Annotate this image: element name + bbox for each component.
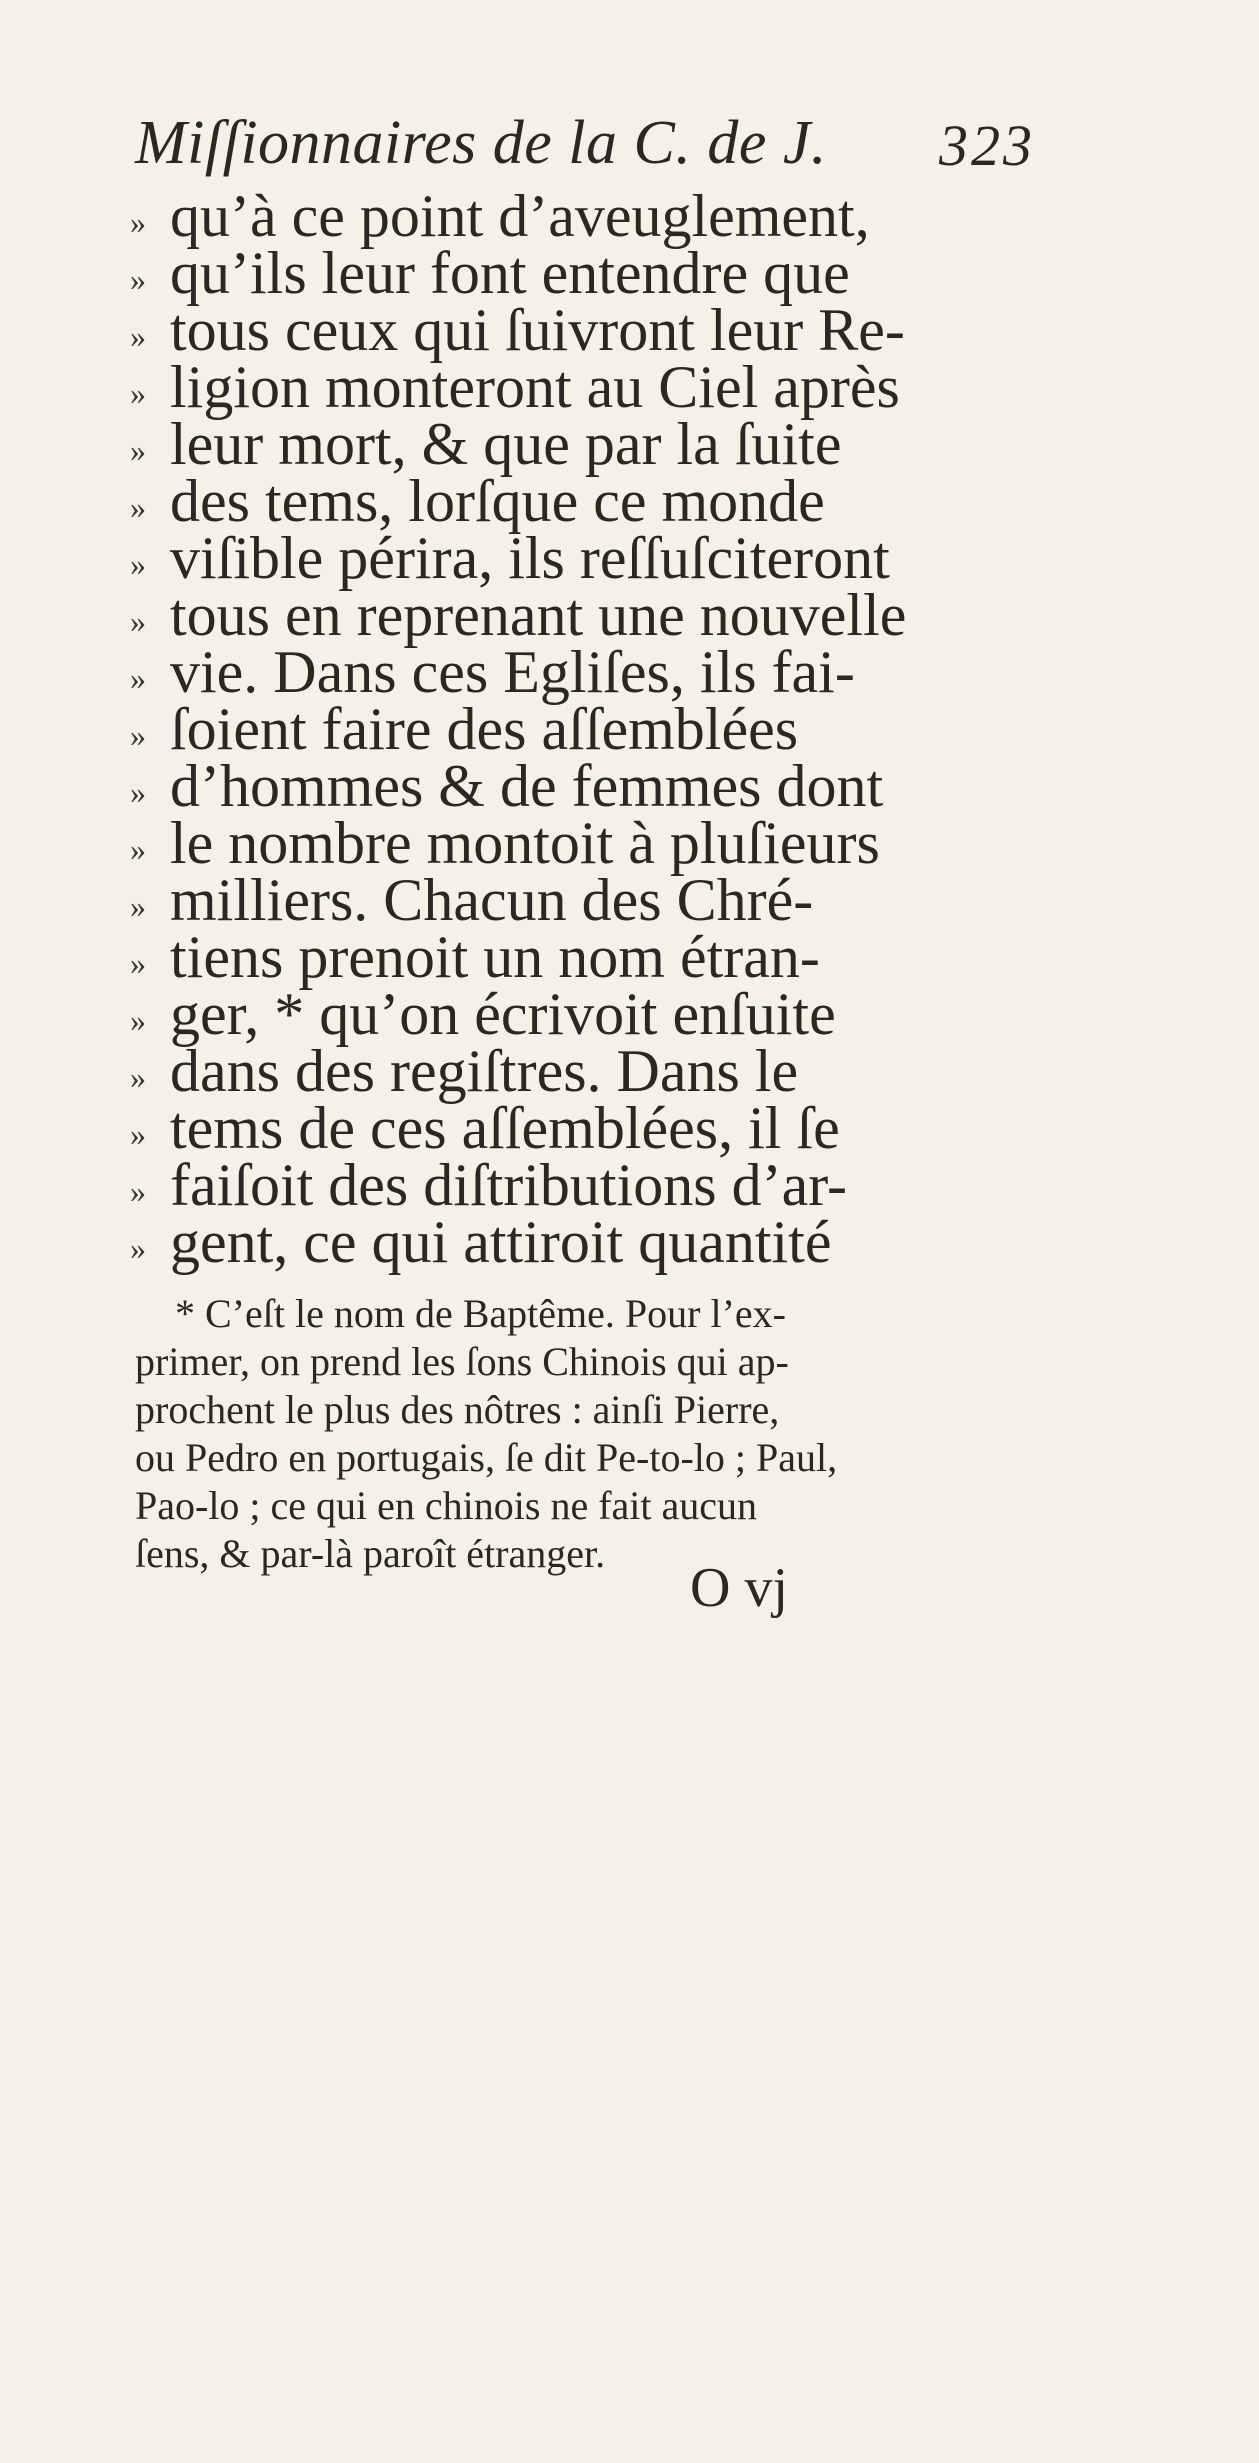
text-line <box>130 1204 831 1280</box>
line-text: tiens prenoit un nom étran- <box>170 924 820 990</box>
quote-mark: » <box>130 831 146 868</box>
line-text: des tems, lorſque ce monde <box>170 468 825 534</box>
line-text: leur mort, & que par la ſuite <box>170 411 842 477</box>
footnote-line: Pao-lo ; ce qui en chinois ne fait aucun <box>135 1483 758 1528</box>
quote-mark: » <box>130 603 146 640</box>
line-text: dans des regiſtres. Dans le <box>170 1038 799 1104</box>
quote-mark: » <box>130 489 146 526</box>
line-text: qu’à ce point d’aveuglement, <box>170 183 870 249</box>
quote-mark: » <box>130 660 146 697</box>
footnote-line: primer, on prend les ſons Chinois qui ap- <box>135 1339 789 1384</box>
line-text: tous ceux qui ſuivront leur Re- <box>170 297 905 363</box>
quote-mark: » <box>130 1059 146 1096</box>
line-text: faiſoit des diſtributions d’ar- <box>170 1152 847 1218</box>
footnote-line: ſens, & par-là paroît étranger. <box>135 1531 606 1576</box>
quote-mark: » <box>130 432 146 469</box>
quote-mark: » <box>130 261 146 298</box>
quote-mark: » <box>130 888 146 925</box>
footnote-line: ou Pedro en portugais, ſe dit Pe-to-lo ; Paul, <box>135 1435 838 1480</box>
line-text: qu’ils leur font entendre que <box>170 240 850 306</box>
quote-mark: » <box>130 1002 146 1039</box>
line-text: tems de ces aſſemblées, il ſe <box>170 1095 840 1161</box>
line-text: viſible périra, ils reſſuſciteront <box>170 525 890 591</box>
quote-mark: » <box>130 717 146 754</box>
quote-mark: » <box>130 318 146 355</box>
line-text: vie. Dans ces Egliſes, ils fai- <box>170 639 855 705</box>
line-text: le nombre montoit à pluſieurs <box>170 810 880 876</box>
quote-mark: » <box>130 375 146 412</box>
line-text: ſoient faire des aſſemblées <box>170 696 799 762</box>
catchword: O vj <box>690 1557 788 1619</box>
line-text: d’hommes & de femmes dont <box>170 753 884 819</box>
line-text: gent, ce qui attiroit quantité <box>170 1209 832 1275</box>
line-text: tous en reprenant une nouvelle <box>170 582 907 648</box>
quote-mark: » <box>130 1116 146 1153</box>
page-header <box>135 108 1035 188</box>
running-title: Miſſionnaires de la C. de J. <box>135 109 827 177</box>
footnote <box>135 1290 1015 1578</box>
quote-mark: » <box>130 546 146 583</box>
footnote-line: prochent le plus des nôtres : ainſi Pierre, <box>135 1387 780 1432</box>
quote-mark: » <box>130 1230 146 1267</box>
quote-mark: » <box>130 204 146 241</box>
quote-mark: » <box>130 774 146 811</box>
page-number: 323 <box>939 113 1035 178</box>
line-text: ger, * qu’on écrivoit enſuite <box>170 981 836 1047</box>
quote-mark: » <box>130 945 146 982</box>
line-text: ligion monteront au Ciel après <box>170 354 900 420</box>
quote-mark: » <box>130 1173 146 1210</box>
footnote-line: * C’eſt le nom de Baptême. Pour l’ex- <box>175 1291 786 1336</box>
line-text: milliers. Chacun des Chré- <box>170 867 814 933</box>
